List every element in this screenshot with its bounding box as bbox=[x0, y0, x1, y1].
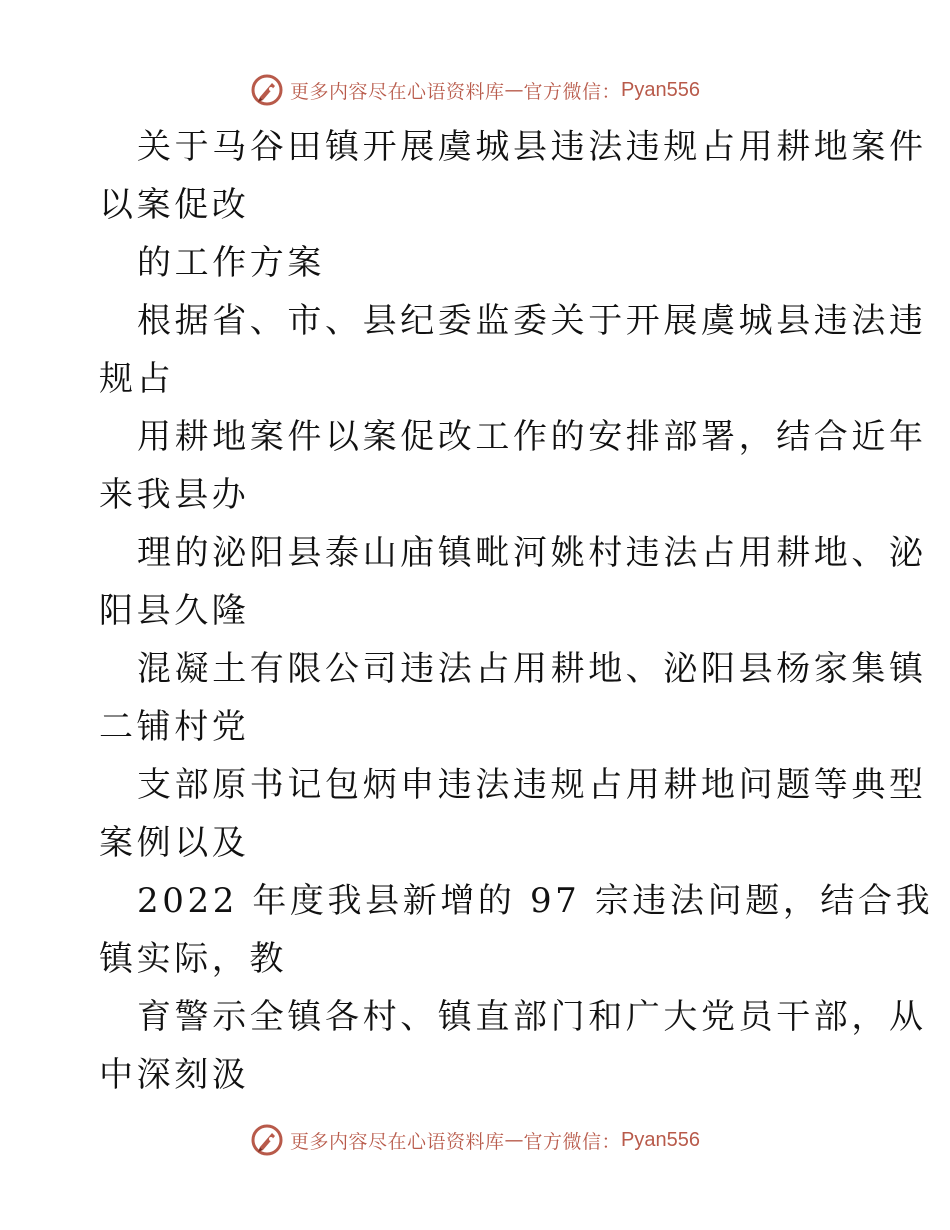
paragraph-line: 中深刻汲 bbox=[99, 1055, 250, 1095]
paragraph-line: 二铺村党 bbox=[99, 707, 250, 747]
title-line: 关于马谷田镇开展虞城县违法违规占用耕地案件 bbox=[137, 127, 927, 167]
paragraph-line: 支部原书记包炳申违法违规占用耕地问题等典型 bbox=[137, 765, 927, 805]
paragraph-line: 镇实际，教 bbox=[99, 939, 287, 979]
pen-logo-icon bbox=[250, 73, 284, 107]
watermark-wechat-id: Pyan556 bbox=[621, 78, 700, 101]
watermark-separator: — bbox=[504, 1129, 524, 1151]
paragraph-line: 来我县办 bbox=[99, 475, 250, 515]
title-line: 以案促改 bbox=[99, 185, 250, 225]
paragraph-line: 混凝土有限公司违法占用耕地、泌阳县杨家集镇 bbox=[137, 649, 927, 689]
paragraph-line: 规占 bbox=[99, 359, 175, 399]
paragraph-line: 2022 年度我县新增的 97 宗违法问题，结合我 bbox=[137, 881, 934, 921]
watermark-wechat-label: 官方微信： bbox=[523, 80, 622, 103]
watermark-text: 更多内容尽在心语资料库 bbox=[290, 1130, 505, 1153]
paragraph-line: 案例以及 bbox=[99, 823, 250, 863]
watermark-separator: — bbox=[504, 79, 524, 101]
paragraph-line: 理的泌阳县泰山庙镇毗河姚村违法占用耕地、泌 bbox=[137, 533, 927, 573]
watermark-text: 更多内容尽在心语资料库 bbox=[290, 80, 505, 103]
paragraph-line: 育警示全镇各村、镇直部门和广大党员干部，从 bbox=[137, 997, 927, 1037]
watermark-wechat-id: Pyan556 bbox=[621, 1128, 700, 1151]
footer-watermark bbox=[0, 1120, 950, 1160]
paragraph-line: 阳县久隆 bbox=[99, 591, 250, 631]
watermark-wechat-label: 官方微信： bbox=[523, 1130, 622, 1153]
paragraph-line: 用耕地案件以案促改工作的安排部署，结合近年 bbox=[137, 417, 927, 457]
pen-logo-icon bbox=[250, 1123, 284, 1157]
title-line: 的工作方案 bbox=[137, 243, 325, 283]
header-watermark bbox=[0, 70, 950, 110]
document-body bbox=[99, 118, 934, 1104]
paragraph-line: 根据省、市、县纪委监委关于开展虞城县违法违 bbox=[137, 301, 927, 341]
